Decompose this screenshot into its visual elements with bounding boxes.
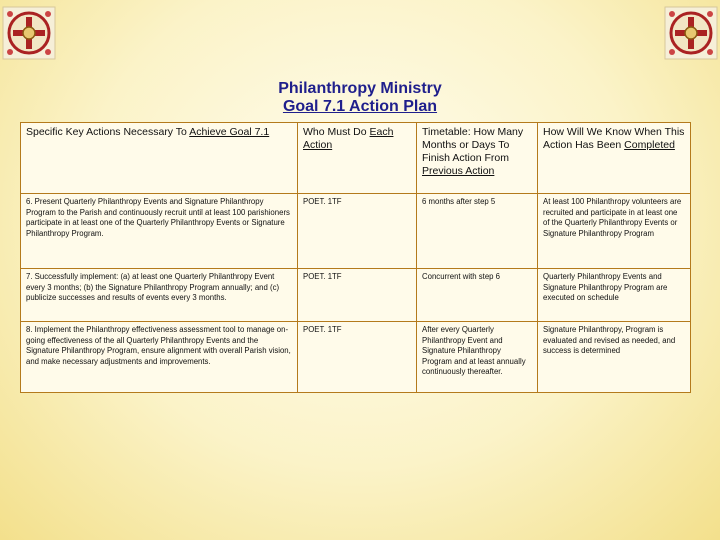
cell-who: POET. 1TF (298, 269, 417, 322)
cell-who: POET. 1TF (298, 194, 417, 269)
table-row (21, 194, 691, 269)
cell-action: 8. Implement the Philanthropy effectiveness assessment tool to manage on-going effectiveness of the all Quarterly Philanthropy Events and the Signature Philanthropy Program, ensure alignment with overall Parish vision, and make necessary adjustments and improvements. (21, 322, 298, 393)
title-line-2: Goal 7.1 Action Plan (282, 98, 438, 115)
cell-action: 6. Present Quarterly Philanthropy Events and Signature Philanthropy Program to the Parish and continuously recruit until at least 100 parishioners participate in at least one of the Quarterly Philanthropy Events or Signature Philanthropy Program. (21, 194, 298, 269)
cell-timetable: 6 months after step 5 (417, 194, 538, 269)
table-row (21, 269, 691, 322)
cell-timetable: After every Quarterly Philanthropy Event and Signature Philanthropy Program and at least annually continuously thereafter. (417, 322, 538, 393)
header-who: Who Must Do Each Action (298, 123, 417, 194)
header-completion: How Will We Know When This Action Has Been Completed (538, 123, 691, 194)
crest-emblem-icon (2, 6, 56, 60)
page-title (0, 80, 720, 116)
table-row (21, 322, 691, 393)
header-row (21, 123, 691, 194)
action-plan-table (20, 122, 691, 393)
cell-timetable: Concurrent with step 6 (417, 269, 538, 322)
crest-emblem-icon (664, 6, 718, 60)
header-actions: Specific Key Actions Necessary To Achieve Goal 7.1 (21, 123, 298, 194)
header-timetable: Timetable: How Many Months or Days To Finish Action From Previous Action (417, 123, 538, 194)
cell-completion: Signature Philanthropy, Program is evaluated and revised as needed, and success is determined (538, 322, 691, 393)
cell-who: POET. 1TF (298, 322, 417, 393)
cell-completion: Quarterly Philanthropy Events and Signature Philanthropy Program are executed on schedule (538, 269, 691, 322)
cell-completion: At least 100 Philanthropy volunteers are recruited and participate in at least one of the Quarterly Philanthropy Events or Signature Philanthropy Program (538, 194, 691, 269)
title-line-1: Philanthropy Ministry (278, 80, 442, 97)
cell-action: 7. Successfully implement: (a) at least one Quarterly Philanthropy Event every 3 months; (b) the Signature Philanthropy Program annually; and (c) publicize successes and results of events every 3 months. (21, 269, 298, 322)
